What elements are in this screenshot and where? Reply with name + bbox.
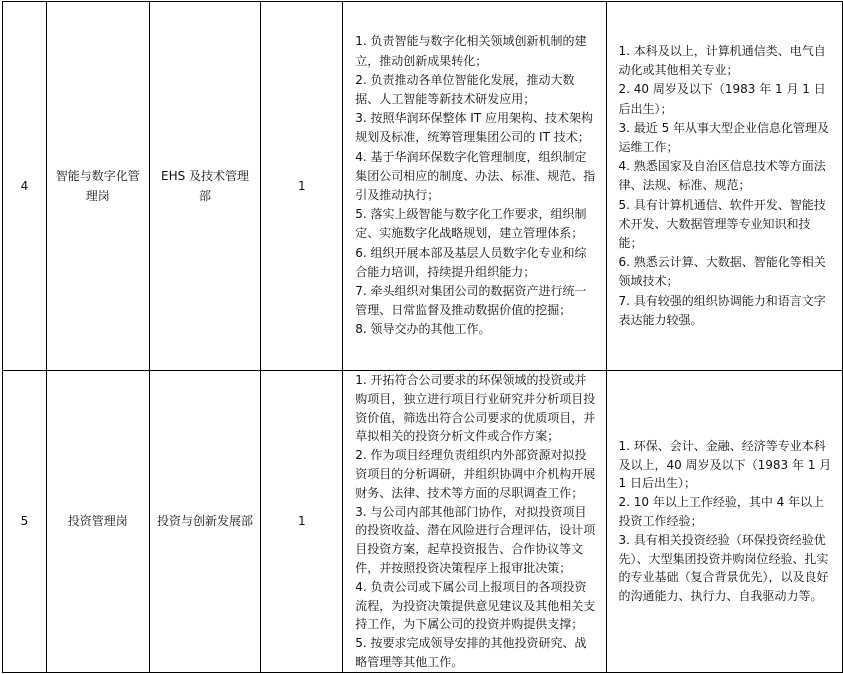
duties-cell: [343, 371, 606, 673]
duty-item: 5. 按要求完成领导安排的其他投资研究、战略管理等其他工作。: [355, 636, 587, 669]
recruitment-table: [2, 1, 843, 673]
requirement-item: 3. 最近 5 年从事大型企业信息化管理及运维工作；: [618, 120, 830, 154]
duty-item: 3. 按照华润环保整体 IT 应用架构、技术架构规划及标准，统筹管理集团公司的 IT 技术；: [355, 111, 593, 145]
requirement-item: 1. 本科及以上，计算机通信类、电气自动化或其他相关专业；: [618, 43, 826, 78]
position-name: 投资管理岗: [67, 514, 128, 529]
duty-item: 1. 开拓符合公司要求的环保领域的投资或并购项目，独立进行项目行业研究并分析项目投资价值，筛选出符合公司要求的优质项目，并草拟相关的投资分析文件或合作方案；: [355, 373, 596, 444]
duty-item: 2. 作为项目经理负责组织内外部资源对拟投资项目的分析调研，并组织协调中介机构开展财务、法律、技术等方面的尽职调查工作；: [355, 448, 596, 500]
position-cell: [46, 371, 149, 673]
requirements-cell: [606, 2, 842, 371]
duty-item: 5. 落实上级智能与数字化工作要求，组织制定、实施数字化战略规划，建立管理体系；: [355, 207, 587, 241]
duty-item: 8. 领导交办的其他工作。: [355, 322, 491, 337]
duty-item: 3. 与公司内部其他部门协作，对拟投资项目的投资收益、潜在风险进行合理评估，设计项目投资方案，起草投资报告、合作协议等文件，并按照投资决策程序上报审批决策；: [355, 504, 596, 575]
duties-list: [343, 32, 605, 339]
duty-item: 6. 组织开展本部及基层人员数字化专业和综合能力培训，持续提升组织能力；: [355, 245, 587, 279]
position-name: 智能与数字化管理岗: [55, 169, 140, 203]
duty-item: 4. 基于华润环保数字化管理制度，组织制定集团公司相应的制度、办法、标准、规范、指引及推动执行；: [355, 149, 596, 202]
duty-item: 4. 负责公司或下属公司上报项目的各项投资流程，为投资决策提供意见建议及其他相关支持工作，为下属公司的投资并购提供支撑；: [355, 579, 596, 632]
requirement-item: 4. 熟悉国家及自治区信息技术等方面法律、法规、标准、规范；: [618, 159, 826, 193]
headcount: 1: [298, 179, 306, 193]
headcount-cell: [261, 371, 343, 673]
duty-item: 7. 牵头组织对集团公司的数据资产进行统一管理、日常监督及推动数据价值的挖掘；: [355, 284, 587, 318]
requirement-item: 6. 熟悉云计算、大数据、智能化等相关领域技术；: [618, 255, 826, 289]
table-row: [3, 2, 843, 371]
table-row: [3, 371, 843, 673]
requirement-item: 2. 40 周岁及以下（1983 年 1 月 1 日后出生）；: [618, 82, 826, 116]
row-number: 5: [20, 514, 29, 529]
duties-cell: [343, 2, 606, 371]
requirement-item: 1. 环保、会计、金融、经济等专业本科及以上，40 周岁及以下（1983 年 1 月 1 日后出生）；: [618, 438, 832, 491]
requirements-list: [607, 437, 842, 606]
duty-item: 2. 负责推动各单位智能化发展，推动大数据、人工智能等新技术研发应用；: [355, 72, 575, 106]
duty-item: 1. 负责智能与数字化相关领域创新机制的建立，推动创新成果转化；: [355, 34, 587, 68]
requirement-item: 5. 具有计算机通信、软件开发、智能技术开发、大数据管理等专业知识和技能；: [618, 197, 826, 250]
duties-list: [343, 371, 605, 672]
requirement-item: 3. 具有相关投资经验（环保投资经验优先）、大型集团投资并购岗位经验、扎实的专业基础（复合背景优先），以及良好的沟通能力、执行力、自我驱动力等。: [618, 532, 829, 604]
requirement-item: 7. 具有较强的组织协调能力和语言文字表达能力较强。: [618, 293, 826, 327]
requirement-item: 2. 10 年以上工作经验，其中 4 年以上投资工作经验；: [618, 495, 825, 528]
headcount-cell: [261, 2, 343, 371]
row-number-cell: [3, 371, 47, 673]
department-cell: [149, 371, 261, 673]
row-number-cell: [3, 2, 47, 371]
position-cell: [46, 2, 149, 371]
department-name: 投资与创新发展部: [157, 514, 254, 529]
headcount: 1: [298, 514, 306, 529]
department-name: EHS 及技术管理部: [161, 169, 250, 203]
row-number: 4: [20, 179, 29, 193]
department-cell: [149, 2, 261, 371]
requirements-list: [607, 42, 842, 330]
requirements-cell: [606, 371, 842, 673]
